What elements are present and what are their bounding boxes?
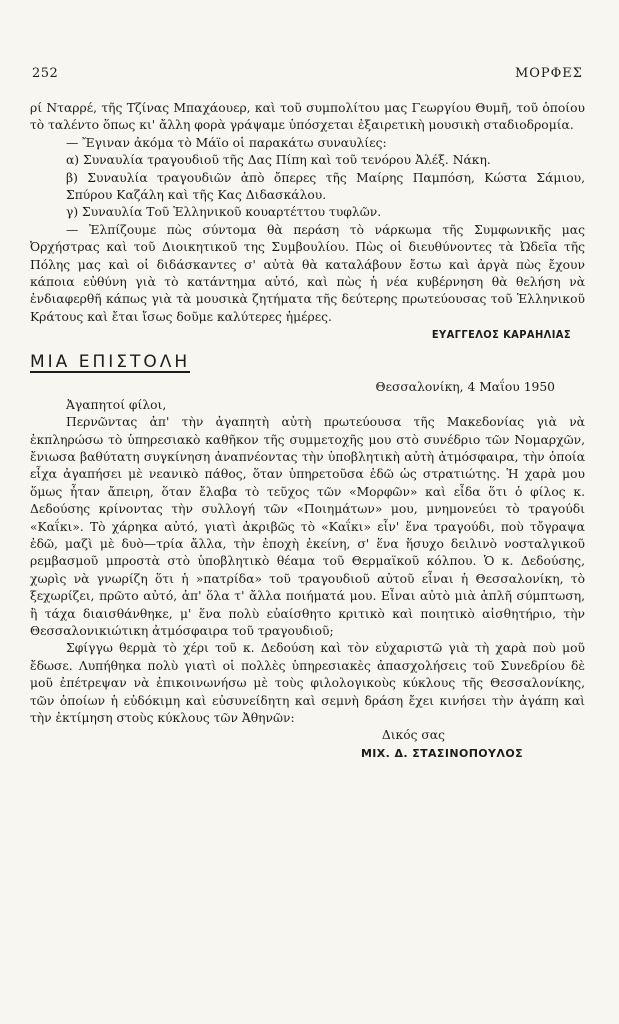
page-body <box>30 100 585 763</box>
concert-item-c: γ) Συναυλία Τοῦ Ἑλληνικοῦ κουαρτέττου τυφλῶν. <box>66 205 382 220</box>
letter-dateline: Θεσσαλονίκη, 4 Μαΐου 1950 <box>375 380 555 395</box>
concert-item-a: α) Συναυλία τραγουδιοῦ τῆς Δας Πίπη καὶ τοῦ τενόρου Ἀλέξ. Νάκη. <box>66 153 491 168</box>
concert-item-b: β) Συναυλία τραγουδιῶν ἀπὸ ὄπερες τῆς Μαίρης Παμπόση, Κώστα Σάμιου, Σπύρου Καζάλη καὶ τῆς Κας Διδασκάλου. <box>66 170 585 203</box>
letter-paragraph-1: Περνῶντας ἀπ' τὴν ἀγαπητὴ αὐτὴ πρωτεύουσα τῆς Μακεδονίας γιὰ νὰ ἐκπληρώσω τὸ ὑπηρεσιακὸ καθῆκον τῆς συμμετοχῆς μου στὸ συνέδριο τῶν Νομαρχῶν, ἔνιωσα βαθύτατη συγκίνηση ἀναπνέοντας τὴν ὑποβλητικὴ αὐτὴ ἀτμόσφαιρα, τὴν ὁποία εἶχα ἀγαπήσει μὲ νεανικὸ πάθος, ὅταν ὑπηρετοῦσα ἐδῶ ὡς στρατιώτης. Ἡ χαρὰ μου ὅμως ἦταν ἄπειρη, ὅταν ἔλαβα τὸ τεῦχος τῶν «Μορφῶν» καὶ εἶδα ὅτι ὁ φίλος κ. Δεδούσης κρίνοντας τὴν συλλογή τῶν «Ποιημάτων» μου, μνημονεύει τὸ τραγούδι «Καΐκι». Τὸ χάρηκα αὐτό, γιατὶ ἀκριβῶς τὸ «Καΐκι» εἶν' ἕνα τραγούδι, ποὺ τὄγραψα ἐδῶ, μαζὶ μὲ δυὸ—τρία ἄλλα, τὴν ἐποχὴ ἐκείνη, σ' ἕνα ἥσυχο δειλινὸ νοσταλγικοῦ ρεμβασμοῦ μπροστὰ στὸ ὑποβλητικὸ θέαμα τοῦ Θερμαϊκοῦ κόλπου. Ὁ κ. Δεδούσης, χωρὶς νὰ γνωρίζη ὅτι ἡ »πατρίδα» τοῦ τραγουδιοῦ αὐτοῦ εἶναι ἡ Θεσσαλονίκη, τὸ ξεχωρίζει, πρῶτο αὐτό, ἀπ' ὅλα τ' ἄλλα ποιήματά μου. Εἶναι αὐτὸ μιὰ ἁπλῆ σύμπτωση, ἢ τάχα διαισθάνθηκε, μ' ἕνα πολὺ εὐαίσθητο κριτικὸ καὶ ποιητικὸ αἰσθητήριο, τὴν Θεσσαλονικιώτικη ἀτμόσφαιρα τοῦ τραγουδιοῦ; <box>30 415 585 638</box>
letter-salutation: Ἀγαπητοί φίλοι, <box>66 397 167 412</box>
letter-closing: Δικός σας <box>381 728 445 743</box>
running-title: ΜΟΡΦΕΣ <box>514 66 583 81</box>
letter-paragraph-2: Σφίγγω θερμὰ τὸ χέρι τοῦ κ. Δεδούση καὶ τὸν εὐχαριστῶ γιὰ τὴ χαρὰ ποὺ μοῦ ἔδωσε. Λυπήθηκα πολὺ γιατὶ οἱ πολλὲς ὑπηρεσιακὲς ἀπασχολήσεις τοῦ Συνεδρίου δὲ μοῦ ἐπέτρεψαν νὰ ἐπικοινωνήσω μὲ τοὺς φιλολογικοὺς κύκλους τῆς Θεσσαλονίκης, τῶν ὁποίων ἡ εὐδόκιμη καὶ εὐσυνείδητη καὶ σεμνὴ δράση ἔχει κινήσει τὴν ἀγάπη καὶ τὴν ἐκτίμηση στοὺς κύκλους τῶν Ἀθηνῶν: <box>30 641 585 725</box>
concerts-intro: — Ἔγιναν ἀκόμα τὸ Μάϊο οἱ παρακάτω συναυλίες: <box>66 135 387 150</box>
article-intro-paragraph: ρί Νταρρέ, τῆς Τζίνας Μπαχάουερ, καὶ τοῦ συμπολίτου μας Γεωργίου Θυμῆ, τοῦ ὁποίου τὸ ταλέντο ὅπως κι' ἄλλη φορὰ γράψαμε ὑπόσχεται ἐξαιρετικὴ μουσικὴ σταδιοδρομία. <box>30 101 585 133</box>
letter-heading: ΜΙΑ ΕΠΙΣΤΟΛΗ <box>30 352 191 373</box>
page-header <box>32 66 583 86</box>
article-closing-paragraph: — Ἐλπίζουμε πὼς σύντομα θὰ περάση τὸ νάρκωμα τῆς Συμφωνικῆς μας Ὀρχήστρας καὶ τοῦ Διοικητικοῦ της Συμβουλίου. Πὼς οἱ διευθύνοντες τὰ Ὠδεῖα τῆς Πόλης μας καὶ οἱ διδάσκαντες σ' αὐτὰ θὰ καταλάβουν ἔστω καὶ ἀργὰ πὼς ἔχουν κάποια εὐθύνη γιὰ τὸ κατάντημα αὐτό, καὶ πὼς ἡ νέα κυβέρνηση θὰ θελήση νὰ ἐνδιαφερθῆ κάπως γιὰ τὰ μουσικὰ ζητήματα τῆς δεύτερης πρωτεύουσας τοῦ Ἑλληνικοῦ Κράτους καὶ ἔται ἴσως δοῦμε καλύτερες ἡμέρες. <box>30 222 585 324</box>
page-number: 252 <box>32 66 59 81</box>
article-signature: ΕΥΑΓΓΕΛΟΣ ΚΑΡΑΗΛΙΑΣ <box>431 328 571 342</box>
letter-signature: ΜΙΧ. Δ. ΣΤΑΣΙΝΟΠΟΥΛΟΣ <box>360 746 523 760</box>
